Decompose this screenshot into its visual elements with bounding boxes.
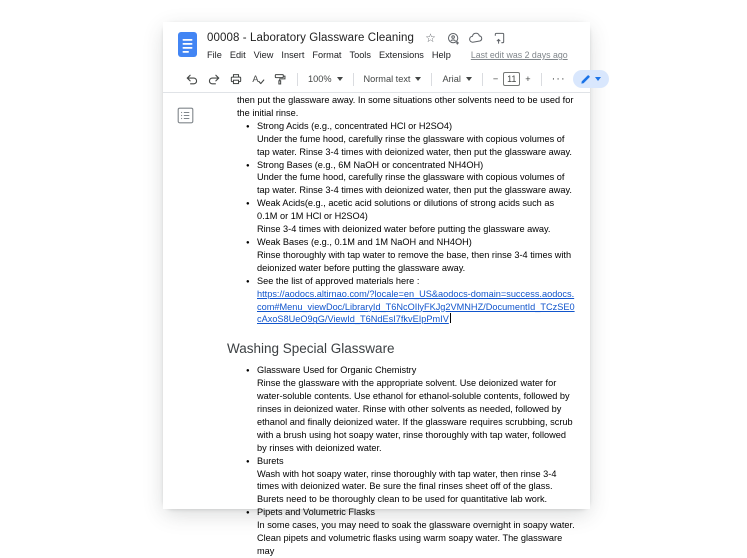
list-item (227, 364, 577, 454)
list-item (227, 159, 577, 198)
bullet-body: Under the fume hood, carefully rinse the glassware with copious volumes of tap water. Rinse 3-4 times with deionized water, then put the glassware away. (257, 172, 572, 196)
zoom-value: 100% (308, 74, 332, 84)
docs-header (163, 22, 590, 66)
list-item (227, 197, 577, 236)
cloud-status-icon[interactable] (470, 32, 483, 45)
text-cursor (450, 313, 451, 323)
font-size-control (493, 72, 531, 86)
toolbar-divider (482, 73, 483, 86)
decrease-font-size-button[interactable]: − (492, 74, 499, 84)
bullet-body: Rinse the glassware with the appropriate solvent. Use deionized water for water-soluble contents. Use ethanol for ethanol-soluble contents, followed by rinses in deionized water. Rinse with other solvents as needed, followed by ethanol and finally deionized water. If the glassware requires scrubbing, scrub with a brush using hot soapy water, rinse thoroughly with tap water, followed by rinses with deionized water. (257, 378, 573, 453)
star-icon[interactable]: ☆ (425, 31, 436, 45)
pencil-icon (580, 74, 591, 85)
approved-materials-link[interactable]: https://aodocs.altirnao.com/?locale=en_US&aodocs-domain=success.aodocs.com#Menu_viewDoc/LibraryId_T6NcOIlyFKJg2VMNHZ/DocumentId_TCzSE0cAxoS8UeO9gG/ViewId_T6NdEsI7fkvEIpPmIV (257, 288, 575, 325)
zoom-select[interactable] (308, 74, 343, 84)
bullet-body: Rinse 3-4 times with deionized water before putting the glassware away. (257, 224, 551, 235)
bullet-title: ● Strong Bases (e.g., 6M NaOH or concentrated NH4OH) (257, 159, 484, 170)
menu-bar (207, 50, 580, 60)
bullet-title: ● Burets (257, 455, 284, 466)
document-canvas (163, 94, 590, 556)
menu-file[interactable]: File (207, 50, 222, 60)
bullet-title: ● See the list of approved materials here : (257, 275, 420, 286)
toolbar-divider (431, 73, 432, 86)
title-action-icons (424, 32, 506, 45)
move-to-tab-icon[interactable] (493, 32, 506, 45)
chevron-down-icon (415, 77, 421, 81)
bullet-body: Rinse thoroughly with tap water to remove the base, then rinse 3-4 times with deionized water before putting the glassware away. (257, 249, 572, 273)
list-item (227, 455, 577, 507)
document-title[interactable]: 00008 - Laboratory Glassware Cleaning (207, 32, 414, 44)
last-edit-link[interactable]: Last edit was 2 days ago (470, 50, 568, 60)
bullet-body: In some cases, you may need to soak the glassware overnight in soapy water. Clean pipets and volumetric flasks using warm soapy water. The glassware may (257, 520, 575, 556)
font-family-value: Arial (442, 74, 461, 84)
list-item (227, 236, 577, 275)
toolbar-divider (353, 73, 354, 86)
paragraph-style-select[interactable] (364, 74, 422, 84)
svg-text:A: A (251, 73, 259, 84)
chevron-down-icon (466, 77, 472, 81)
chevron-down-icon (337, 77, 343, 81)
google-docs-window (163, 22, 590, 556)
menu-extensions[interactable]: Extensions (378, 50, 424, 60)
paragraph-style-value: Normal text (363, 74, 411, 84)
redo-button[interactable] (206, 72, 221, 87)
menu-format[interactable]: Format (312, 50, 342, 60)
bullet-body: Wash with hot soapy water, rinse thoroughly with tap water, then rinse 3-4 times with deionized water. Be sure the final rinses sheet off of the glass. Burets need to be thoroughly clean to be used for quantitative lab work. (257, 468, 557, 505)
menu-tools[interactable]: Tools (349, 50, 371, 60)
toolbar-divider (297, 73, 298, 86)
menu-insert[interactable]: Insert (281, 50, 305, 60)
bullet-title: ● Glassware Used for Organic Chemistry (257, 365, 417, 376)
google-docs-logo-icon[interactable] (177, 31, 198, 58)
undo-button[interactable] (184, 72, 199, 87)
approvals-icon[interactable] (447, 32, 460, 45)
section-heading: Washing Special Glassware (227, 341, 395, 357)
title-row (207, 30, 580, 46)
header-main (207, 30, 580, 60)
page-text[interactable] (227, 94, 577, 558)
list-item (227, 275, 577, 327)
font-size-input[interactable]: 11 (503, 72, 520, 86)
editing-mode-button[interactable] (573, 70, 609, 88)
bullet-title: ● Weak Acids(e.g., acetic acid solutions or dilutions of strong acids such as 0.1M or 1M HCl or H2SO4) (257, 198, 555, 222)
document-outline-icon[interactable] (177, 107, 194, 124)
more-toolbar-options-button[interactable]: ··· (551, 73, 566, 85)
font-family-select[interactable] (442, 74, 471, 84)
toolbar-divider (541, 73, 542, 86)
list-item (227, 120, 577, 159)
increase-font-size-button[interactable]: + (525, 74, 531, 84)
toolbar (163, 66, 590, 93)
bullet-body (257, 288, 577, 327)
spell-check-button[interactable] (250, 72, 265, 87)
bullet-title: ● Strong Acids (e.g., concentrated HCl or H2SO4) (257, 120, 453, 131)
bullet-title: ● Pipets and Volumetric Flasks (257, 507, 375, 518)
list-item (227, 506, 577, 558)
paint-format-button[interactable] (272, 72, 287, 87)
bullet-title: ● Weak Bases (e.g., 0.1M and 1M NaOH and NH4OH) (257, 236, 472, 247)
bullet-body: Under the fume hood, carefully rinse the glassware with copious volumes of tap water. Rinse 3-4 times with deionized water, then put the glassware away. (257, 133, 572, 157)
paragraph: then put the glassware away. In some situations other solvents need to be used for the initial rinse. (237, 95, 574, 118)
menu-help[interactable]: Help (431, 50, 451, 60)
menu-edit[interactable]: Edit (229, 50, 246, 60)
chevron-down-icon (595, 77, 601, 81)
menu-view[interactable]: View (253, 50, 274, 60)
print-button[interactable] (228, 72, 243, 87)
